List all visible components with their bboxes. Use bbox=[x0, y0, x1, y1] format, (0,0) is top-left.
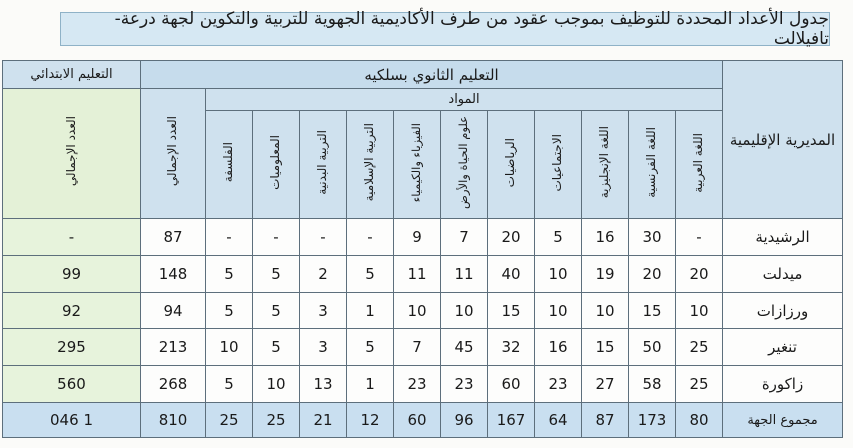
cell-computing: 5 bbox=[253, 292, 300, 329]
cell-french: 173 bbox=[629, 403, 676, 438]
table-title-text: جدول الأعداد المحددة للتوظيف بموجب عقود من طرف الأكاديمية الجهوية للتربية والتكوين لجهة درعة-تافيلالت bbox=[114, 9, 829, 49]
cell-primary-total: 92 bbox=[3, 292, 141, 329]
cell-physics: 10 bbox=[394, 292, 441, 329]
cell-social: 64 bbox=[535, 403, 582, 438]
header-subject-physics-text: الفيزياء والكيمياء bbox=[409, 122, 424, 203]
header-secondary-total-text: العدد الإجمالي bbox=[165, 116, 180, 187]
cell-islamic: - bbox=[347, 219, 394, 256]
cell-french: 30 bbox=[629, 219, 676, 256]
cell-arabic: 20 bbox=[676, 255, 723, 292]
cell-physics: 11 bbox=[394, 255, 441, 292]
cell-social: 23 bbox=[535, 366, 582, 403]
cell-secondary-total: 87 bbox=[141, 219, 206, 256]
cell-philosophy: 25 bbox=[206, 403, 253, 438]
cell-svt: 96 bbox=[441, 403, 488, 438]
cell-svt: 10 bbox=[441, 292, 488, 329]
header-subject-social bbox=[535, 111, 582, 219]
cell-math: 32 bbox=[488, 329, 535, 366]
header-subject-islamic bbox=[347, 111, 394, 219]
header-subject-french bbox=[629, 111, 676, 219]
cell-primary-total: - bbox=[3, 219, 141, 256]
cell-pe: 3 bbox=[300, 329, 347, 366]
cell-computing: - bbox=[253, 219, 300, 256]
cell-english: 16 bbox=[582, 219, 629, 256]
header-subject-math bbox=[488, 111, 535, 219]
cell-philosophy: 5 bbox=[206, 255, 253, 292]
cell-philosophy: 5 bbox=[206, 292, 253, 329]
header-subject-philosophy-text: الفلسفة bbox=[221, 142, 236, 183]
header-secondary-total bbox=[141, 89, 206, 219]
table-title bbox=[60, 9, 830, 49]
header-subject-svt-text: علوم الحياة والأرض bbox=[456, 116, 471, 209]
cell-french: 58 bbox=[629, 366, 676, 403]
cell-physics: 60 bbox=[394, 403, 441, 438]
cell-pe: 13 bbox=[300, 366, 347, 403]
cell-computing: 5 bbox=[253, 255, 300, 292]
cell-arabic: 25 bbox=[676, 329, 723, 366]
cell-secondary-total: 94 bbox=[141, 292, 206, 329]
header-subject-pe bbox=[300, 111, 347, 219]
total-row bbox=[3, 403, 843, 438]
directorate-name: الرشيدية bbox=[723, 219, 843, 256]
header-primary-total-text: العدد الإجمالي bbox=[63, 116, 78, 187]
cell-physics: 23 bbox=[394, 366, 441, 403]
cell-pe: - bbox=[300, 219, 347, 256]
cell-english: 19 bbox=[582, 255, 629, 292]
cell-social: 16 bbox=[535, 329, 582, 366]
cell-english: 15 bbox=[582, 329, 629, 366]
cell-english: 10 bbox=[582, 292, 629, 329]
cell-math: 20 bbox=[488, 219, 535, 256]
cell-arabic: 10 bbox=[676, 292, 723, 329]
header-primary: التعليم الابتدائي bbox=[3, 61, 141, 89]
table-row bbox=[3, 366, 843, 403]
cell-primary-total: 1 046 bbox=[3, 403, 141, 438]
recruitment-table bbox=[2, 60, 843, 438]
cell-svt: 23 bbox=[441, 366, 488, 403]
cell-islamic: 5 bbox=[347, 329, 394, 366]
cell-social: 5 bbox=[535, 219, 582, 256]
cell-primary-total: 560 bbox=[3, 366, 141, 403]
cell-physics: 7 bbox=[394, 329, 441, 366]
directorate-name: مجموع الجهة bbox=[723, 403, 843, 438]
header-secondary: التعليم الثانوي بسلكيه bbox=[141, 61, 723, 89]
header-subject-svt bbox=[441, 111, 488, 219]
table-row bbox=[3, 255, 843, 292]
directorate-name: تنغير bbox=[723, 329, 843, 366]
cell-svt: 11 bbox=[441, 255, 488, 292]
header-directorate: المديرية الإقليمية bbox=[723, 61, 843, 219]
cell-philosophy: 10 bbox=[206, 329, 253, 366]
cell-primary-total: 99 bbox=[3, 255, 141, 292]
header-subject-computing bbox=[253, 111, 300, 219]
header-subjects-group: المواد bbox=[206, 89, 723, 111]
cell-secondary-total: 810 bbox=[141, 403, 206, 438]
cell-math: 15 bbox=[488, 292, 535, 329]
header-subject-english bbox=[582, 111, 629, 219]
cell-primary-total: 295 bbox=[3, 329, 141, 366]
cell-svt: 7 bbox=[441, 219, 488, 256]
directorate-name: ميدلت bbox=[723, 255, 843, 292]
cell-secondary-total: 213 bbox=[141, 329, 206, 366]
cell-computing: 25 bbox=[253, 403, 300, 438]
cell-computing: 10 bbox=[253, 366, 300, 403]
header-subject-english-text: اللغة الإنجليزية bbox=[597, 126, 612, 199]
cell-islamic: 12 bbox=[347, 403, 394, 438]
cell-svt: 45 bbox=[441, 329, 488, 366]
cell-islamic: 1 bbox=[347, 292, 394, 329]
cell-arabic: 80 bbox=[676, 403, 723, 438]
table-row bbox=[3, 219, 843, 256]
cell-social: 10 bbox=[535, 255, 582, 292]
table-row bbox=[3, 329, 843, 366]
header-subject-islamic-text: التربية الإسلامية bbox=[362, 123, 377, 202]
cell-philosophy: - bbox=[206, 219, 253, 256]
header-subject-math-text: الرياضيات bbox=[503, 137, 518, 188]
header-subject-pe-text: التربية البدنية bbox=[315, 130, 330, 195]
directorate-name: زاكورة bbox=[723, 366, 843, 403]
header-subject-arabic-text: اللغة العربية bbox=[691, 132, 706, 193]
cell-secondary-total: 148 bbox=[141, 255, 206, 292]
cell-pe: 3 bbox=[300, 292, 347, 329]
cell-secondary-total: 268 bbox=[141, 366, 206, 403]
cell-arabic: - bbox=[676, 219, 723, 256]
cell-islamic: 5 bbox=[347, 255, 394, 292]
header-primary-total bbox=[3, 89, 141, 219]
cell-pe: 2 bbox=[300, 255, 347, 292]
directorate-name: ورزازات bbox=[723, 292, 843, 329]
header-subject-french-text: اللغة الفرنسية bbox=[644, 127, 659, 198]
cell-arabic: 25 bbox=[676, 366, 723, 403]
cell-math: 60 bbox=[488, 366, 535, 403]
header-subject-social-text: الاجتماعيات bbox=[550, 133, 565, 192]
cell-english: 87 bbox=[582, 403, 629, 438]
cell-french: 15 bbox=[629, 292, 676, 329]
cell-computing: 5 bbox=[253, 329, 300, 366]
table-row bbox=[3, 292, 843, 329]
cell-french: 20 bbox=[629, 255, 676, 292]
cell-islamic: 1 bbox=[347, 366, 394, 403]
cell-math: 40 bbox=[488, 255, 535, 292]
cell-philosophy: 5 bbox=[206, 366, 253, 403]
header-subject-philosophy bbox=[206, 111, 253, 219]
cell-math: 167 bbox=[488, 403, 535, 438]
cell-pe: 21 bbox=[300, 403, 347, 438]
header-subject-arabic bbox=[676, 111, 723, 219]
cell-english: 27 bbox=[582, 366, 629, 403]
header-subject-physics bbox=[394, 111, 441, 219]
cell-french: 50 bbox=[629, 329, 676, 366]
cell-physics: 9 bbox=[394, 219, 441, 256]
header-subject-computing-text: المعلوميات bbox=[268, 135, 283, 190]
cell-social: 10 bbox=[535, 292, 582, 329]
